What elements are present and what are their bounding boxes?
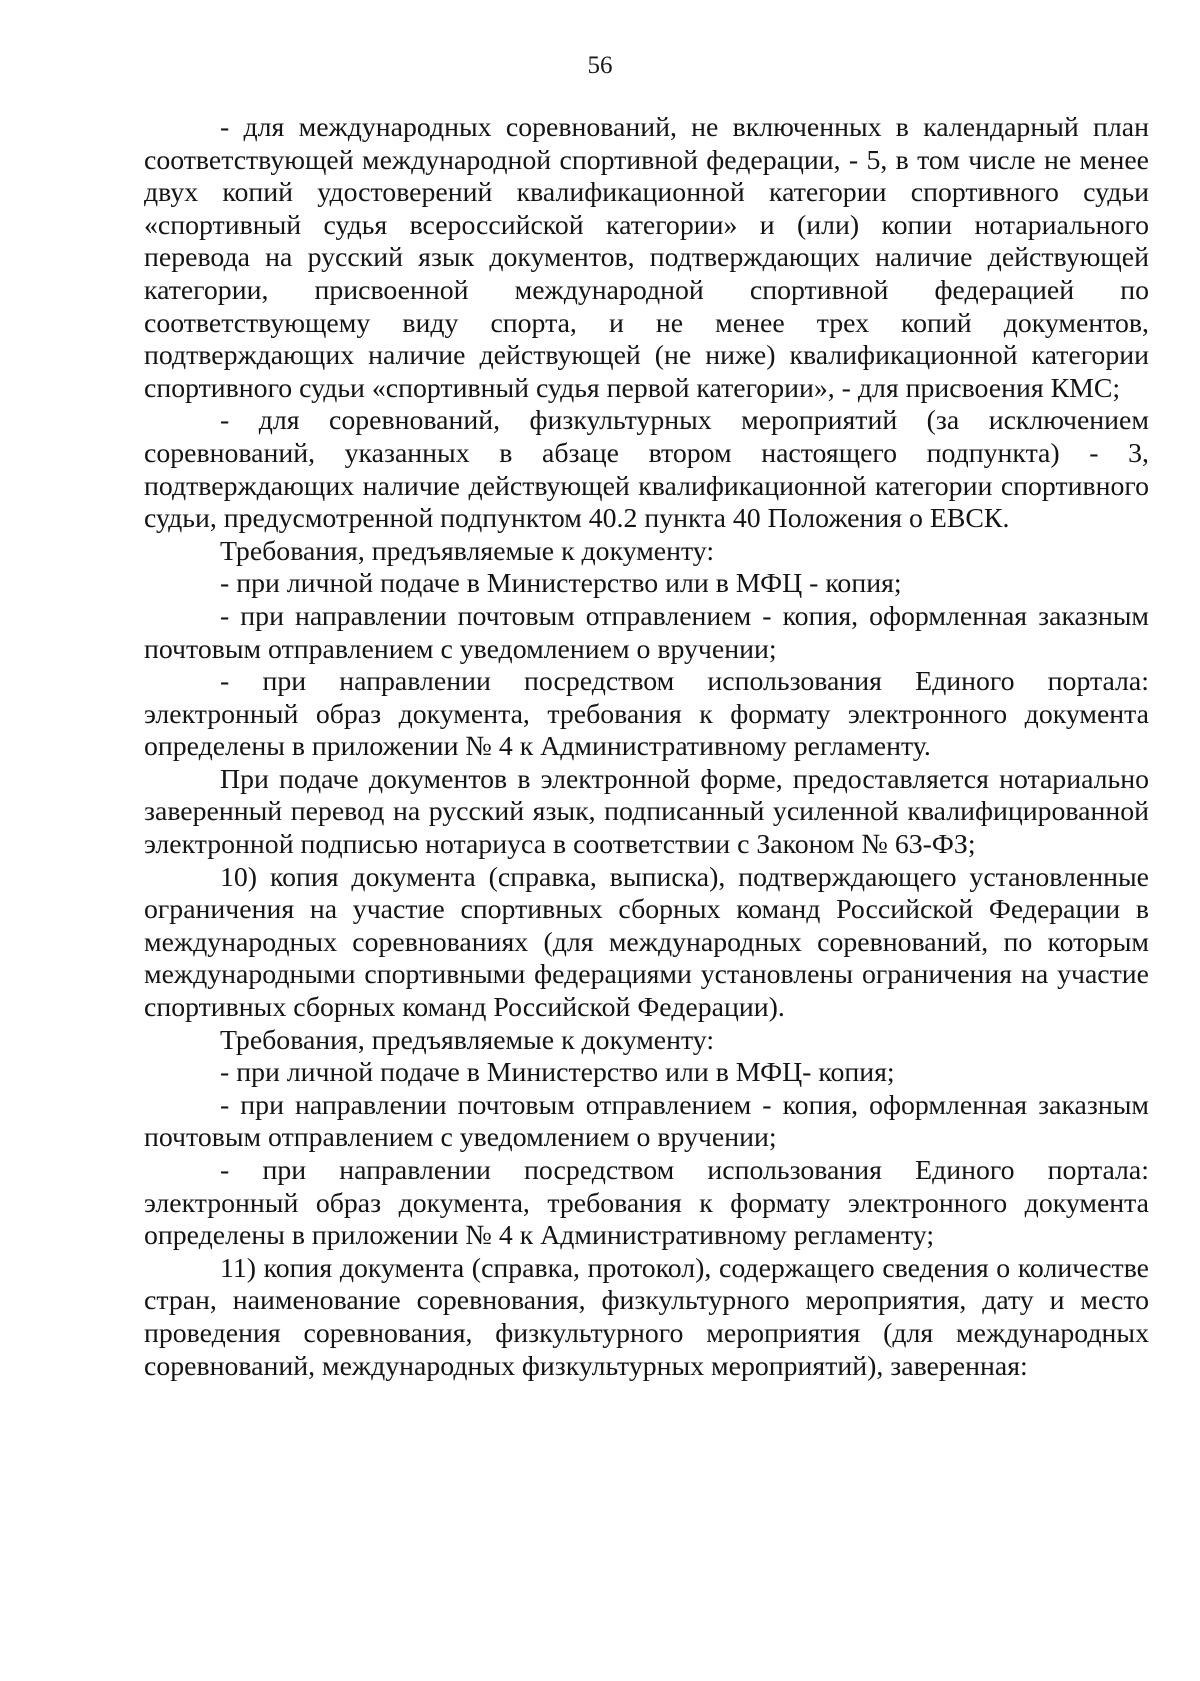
paragraph: При подаче документов в электронной форме, предоставляется нотариально заверенный перевод на русский язык, подписанный усиленной квалифицированной электронной подписью нотариуса в соответствии с Законом № 63-ФЗ; [144, 763, 1149, 861]
paragraph: - при направлении посредством использования Единого портала: электронный образ документа, требования к формату электронного документа определены в приложении № 4 к Административному регламенту; [144, 1155, 1149, 1252]
page-number: 56 [587, 52, 613, 79]
paragraph: - при направлении почтовым отправлением - копия, оформленная заказным почтовым отправлением с уведомлением о вручении; [144, 1089, 1149, 1154]
document-body [144, 112, 1149, 1383]
paragraph: Требования, предъявляемые к документу: [220, 535, 715, 567]
paragraph: - при личной подаче в Министерство или в МФЦ- копия; [220, 1057, 895, 1089]
paragraph: - при направлении посредством использования Единого портала: электронный образ документа, требования к формату электронного документа определены в приложении № 4 к Административному регламенту. [144, 666, 1149, 763]
paragraph: 11) копия документа (справка, протокол), содержащего сведения о количестве стран, наименование соревнования, физкультурного мероприятия, дату и место проведения соревнования, физкультурного мероприятия (для международных соревнований, международных физкультурных мероприятий), заверенная: [144, 1252, 1149, 1382]
paragraph: - для соревнований, физкультурных мероприятий (за исключением соревнований, указанных в абзаце втором настоящего подпункта) - 3, подтверждающих наличие действующей квалификационной категории спортивного судьи, предусмотренной подпунктом 40.2 пункта 40 Положения о ЕВСК. [144, 405, 1149, 535]
paragraph: Требования, предъявляемые к документу: [220, 1024, 715, 1056]
paragraph: - для международных соревнований, не включенных в календарный план соответствующей международной спортивной федерации, - 5, в том числе не менее двух копий удостоверений квалификационной категории спортивного судьи «спортивный судья всероссийской категории» и (или) копии нотариального перевода на русский язык документов, подтверждающих наличие действующей категории, присвоенной международной спортивной федерацией по соответствующему виду спорта, и не менее трех копий документов, подтверждающих наличие действующей (не ниже) квалификационной категории спортивного судьи «спортивный судья первой категории», - для присвоения КМС; [144, 112, 1149, 404]
paragraph: - при направлении почтовым отправлением - копия, оформленная заказным почтовым отправлением с уведомлением о вручении; [144, 600, 1149, 665]
paragraph: 10) копия документа (справка, выписка), подтверждающего установленные ограничения на участие спортивных сборных команд Российской Федерации в международных соревнованиях (для международных соревнований, по которым международными спортивными федерациями установлены ограничения на участие спортивных сборных команд Российской Федерации). [144, 861, 1149, 1024]
paragraph: - при личной подаче в Министерство или в МФЦ - копия; [220, 568, 902, 600]
